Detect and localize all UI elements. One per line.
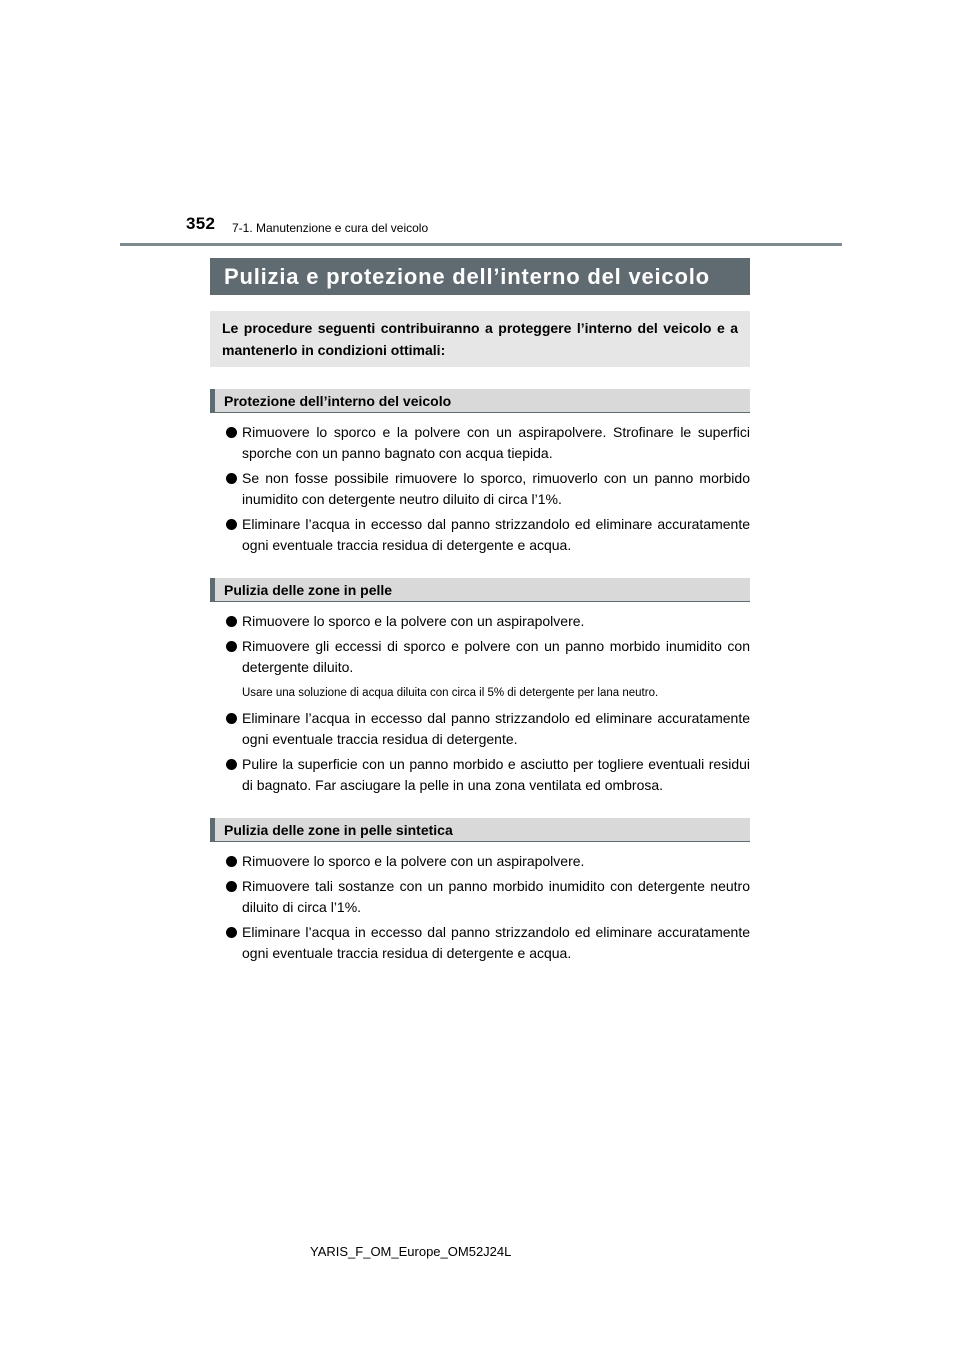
list-item: Rimuovere tali sostanze con un panno morbido inumidito con detergente neutro diluito di circa l’1%. xyxy=(210,876,750,918)
section-heading-leather: Pulizia delle zone in pelle xyxy=(210,578,750,602)
page-content xyxy=(210,258,750,968)
bullet-icon xyxy=(226,616,237,627)
section-heading-protection: Protezione dell’interno del veicolo xyxy=(210,389,750,413)
page-number: 352 xyxy=(186,214,216,233)
bullet-list xyxy=(210,422,750,556)
bullet-list xyxy=(210,611,750,678)
bullet-icon xyxy=(226,759,237,770)
list-item: Eliminare l’acqua in eccesso dal panno strizzandolo ed eliminare accuratamente ogni eventuale traccia residua di detergente. xyxy=(210,708,750,750)
bullet-list xyxy=(210,851,750,964)
running-head: 7-1. Manutenzione e cura del veicolo xyxy=(232,221,429,235)
list-item: Rimuovere lo sporco e la polvere con un aspirapolvere. xyxy=(210,611,750,632)
section-heading-synthetic-leather: Pulizia delle zone in pelle sintetica xyxy=(210,818,750,842)
list-item: Eliminare l’acqua in eccesso dal panno strizzandolo ed eliminare accuratamente ogni eventuale traccia residua di detergente e acqua. xyxy=(210,514,750,556)
bullet-icon xyxy=(226,519,237,530)
page-title: Pulizia e protezione dell’interno del veicolo xyxy=(210,258,750,295)
list-item: Rimuovere lo sporco e la polvere con un aspirapolvere. xyxy=(210,851,750,872)
bullet-icon xyxy=(226,881,237,892)
bullet-icon xyxy=(226,641,237,652)
footer-code: YARIS_F_OM_Europe_OM52J24L xyxy=(310,1244,512,1259)
bullet-list xyxy=(210,708,750,796)
bullet-icon xyxy=(226,473,237,484)
bullet-icon xyxy=(226,927,237,938)
list-item: Rimuovere lo sporco e la polvere con un aspirapolvere. Strofinare le superfici sporche con un panno bagnato con acqua tiepida. xyxy=(210,422,750,464)
list-item: Se non fosse possibile rimuovere lo sporco, rimuoverlo con un panno morbido inumidito con detergente neutro diluito di circa l’1%. xyxy=(210,468,750,510)
intro-box: Le procedure seguenti contribuiranno a proteggere l’interno del veicolo e a mantenerlo in condizioni ottimali: xyxy=(210,311,750,367)
bullet-icon xyxy=(226,856,237,867)
list-item: Pulire la superficie con un panno morbido e asciutto per togliere eventuali residui di bagnato. Far asciugare la pelle in una zona ventilata ed ombrosa. xyxy=(210,754,750,796)
note-text: Usare una soluzione di acqua diluita con circa il 5% di detergente per lana neutro. xyxy=(242,687,659,699)
list-item: Rimuovere gli eccessi di sporco e polvere con un panno morbido inumidito con detergente diluito. xyxy=(210,636,750,678)
list-item: Eliminare l’acqua in eccesso dal panno strizzandolo ed eliminare accuratamente ogni eventuale traccia residua di detergente e acqua. xyxy=(210,922,750,964)
bullet-icon xyxy=(226,713,237,724)
bullet-icon xyxy=(226,427,237,438)
header-divider xyxy=(120,243,842,246)
